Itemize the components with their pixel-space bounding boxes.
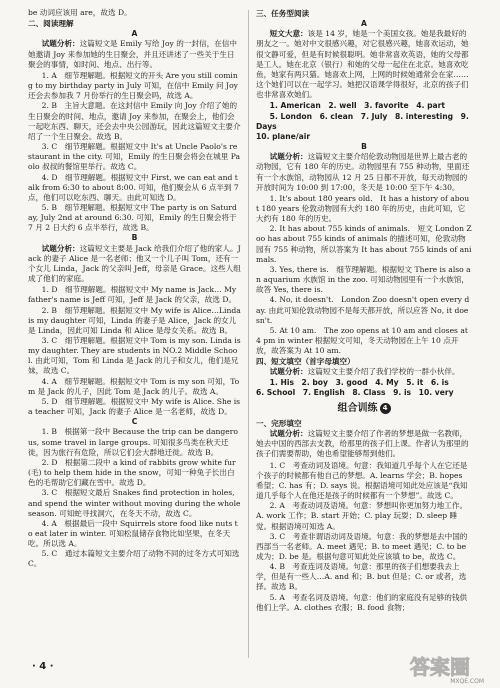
analysis-rc: 试题分析：这篇短文主要介绍了我们学校的一群小伙伴。 [269, 367, 460, 377]
answer-rb-4: 4. No, it doesn't. London Zoo doesn't open every day. 由此可知伦敦动物园不是每天都开放，所以应答 No, it doesn't. [256, 295, 470, 325]
answer-a-5: 5. B 细节理解题。根据短文中 The party is on Saturday, July 2nd at around 6:30. 可知，Emily 的生日聚会将于 7 月 2 日大约 6 点半举行，故选 B。 [28, 202, 237, 233]
answer-b-2: 2. B 细节理解题。根据短文中 My wife is Alice…Linda is my daughter 可知，Linda 的妻子是 Alice，Jack 的女儿是 Linda，因此可知 Linda 和 Alice 是母女关系。故选 B。 [28, 305, 241, 335]
carryover-line: be 动词应该用 are，故选 D。 [28, 8, 132, 17]
answer-rb-3: 3. Yes, there is. 细节理解题。根据短文 There is also an aquarium 水族馆 in the zoo. 可知动物园里有一个水族馆，故答 Yes, there is. [256, 264, 471, 295]
answer-c-1: 1. B 根据第一段中 Because the trip can be dangerous, some travel in large groups. 可知很多鸟类在秋天迁徙，因为旅行有危险，所以它们会大群地迁徙。故选 B。 [28, 427, 238, 457]
answer-rd-2: 2. A 考查动词及语境。句意：梦想叫你更加努力地工作。A. work 工作；B. start 开始；C. play 玩耍；D. sleep 睡觉。根据语境可知选 A。 [256, 501, 468, 531]
passage-heading-a: A [131, 29, 138, 39]
answer-rd-3: 3. C 考查非谓语动词及语境。句意：我的梦想是去中国的西部当一名老师。A. meet 遇见；B. to meet 遇见；C. to be 成为；D. be 是。根据句意可知此处应该填 to be，故选 C。 [256, 531, 468, 561]
answer-b-5: 5. D 细节理解题。根据短文中 My wife is Alice. She is a teacher 可知，Jack 的妻子 Alice 是一名老师，故选 D。 [28, 396, 241, 417]
answer-c-2: 2. D 根据第二段中 a kind of rabbits grow white fur (毛) to help them hide in the snow，可知一种兔子长出白色的毛帮助它们藏在雪中。故选 D。 [28, 457, 236, 488]
answer-rb-5: 5. At 10 am. The zoo opens at 10 am and closes at 4 pm in winter 根据短文可知，冬天动物园在上午 10 点开放，故答案为 At 10 am. [256, 325, 468, 356]
right-column [256, 8, 472, 668]
answer-a-4: 4. D 细节理解题。根据短文中 First, we can eat and talk from 6:30 to about 8:00. 可知，他们聚会从 6 点半到 7 点，他们可以吃东西、聊天。由此可知选 D。 [28, 172, 239, 202]
passage-heading-ra: A [361, 19, 367, 29]
training-banner [256, 401, 472, 416]
left-column [28, 8, 241, 668]
section-heading-reading: 二、阅读理解 [28, 19, 74, 29]
answer-rb-1: 1. It's about 180 years old. It has a history of about 180 years 伦敦动物园有大约 180 年的历史，由此可知，它大约有 180 年的历史。 [256, 193, 470, 224]
summary-ra: 短文大意：该是 14 岁，她是一个美国女孩。她是我最好的朋友之一。她对中文很感兴趣，对它很感兴趣，她喜欢运动，她很文静可爱，但是有时候很聪明。她非常喜欢英语，她的父母都是工人。她在北京（银行）和她的父母一起住在北京。她喜欢吃鱼，她家有两只猫。她喜欢上网，上网的时候她通常会在家……这个她们可以在一起学习。她把汉语课学得很好，北京的孩子们也非常喜欢她们。 [256, 29, 469, 100]
answers-ra-line-2: 5. London 6. clean 7. July 8. interesting 9. Days [256, 111, 469, 131]
answer-a-2: 2. B 主旨大意题。在这封信中 Emily 向 Joy 介绍了她的生日聚会的时间、地点，邀请 Joy 来参加，在聚会上，他们会一起吃东西、聊天，还会去中央公园游玩，因此这篇短文主要介绍了一个生日聚会。故选 B。 [28, 101, 241, 141]
section-heading-task-reading: 三、任务型阅读 [256, 9, 310, 18]
answer-c-3: 3. C 根据短文最后 Snakes find protection in holes, and spend the winter without moving during the whole season. 可知蛇寻找洞穴，在冬天不动，故选 C。 [28, 488, 241, 518]
answers-rc-line-1: 1. His 2. boy 3. good 4. My 5. it 6. is [269, 377, 449, 387]
answer-b-3: 3. C 细节理解题。根据短文中 Tom is my son. Linda is my daughter. They are students in NO.2 Middle School. 由此可知，Tom 和 Linda 是 Jack 的儿子和女儿，他们是兄妹，故选 C。 [28, 336, 241, 376]
answer-b-4: 4. A 细节理解题。根据短文中 Tom is my son 可知，Tom 是 Jack 的儿子，因此 Tom 是 Jack 的儿子。故选 A。 [28, 376, 240, 396]
answer-rb-2: 2. It has about 755 kinds of animals. 短文 London Zoo has about 755 kinds of animals 的描述可知，伦敦动物园有 755 种动物，所以答案为 It has about 755 kinds of animals. [256, 224, 472, 264]
watermark-url: MXQE.COM [450, 678, 484, 685]
answer-rd-5: 5. A 考查名词及语境。句意：他们的家庭没有足够的钱供他们上学。A. clothes 衣服；B. food 食物； [256, 592, 468, 612]
section-heading-cloze: 一、完形填空 [256, 418, 302, 428]
answer-c-4: 4. A 根据最后一段中 Squirrels store food like nuts to eat later in winter. 可知松鼠储存食物比如坚果，在冬天吃。所以选 A。 [28, 518, 238, 549]
answer-a-1: 1. A 细节理解题。根据短文的开头 Are you still coming to my birthday party in July 可知，在信中 Emily 问 Joy 还会去参加我 7 月份举行的生日聚会吗，故选 A。 [28, 70, 238, 101]
answer-rd-4: 4. B 考查连词及语境。句意：那里的孩子们想要我去上学，但是有一些人…A. and 和；B. but 但是；C. or 或者，选择。故选 B。 [256, 562, 467, 592]
watermark-logo-text: 答案圈 [410, 655, 470, 679]
analysis-b: 试题分析：这篇短文主要是 Jack 给我们介绍了他的家人。Jack 的妻子 Alice 是一名老师；他又一个儿子叫 Tom，还有一个女儿 Linda，Jack 的父亲叫 Jeff，母亲是 Grace。这些人组成了他们的家庭。 [28, 243, 241, 284]
section-heading-cloze-fill: 四、短文填空（首字母填空） [256, 357, 355, 367]
answer-a-3: 3. C 细节理解题。根据短文中 It's at Uncle Paolo's restaurant in the city. 可知，Emily 的生日聚会将会在城里 Paolo 叔叔的餐馆里举行。故选 C。 [28, 142, 241, 172]
analysis-rb: 试题分析：这篇短文主要介绍伦敦动物园是世界上最古老的动物园，它有 180 年的历史。动物园里有 755 种动物，里面还有一个水族馆，动物园从 12 月 25 日都不开放，每天动物园的开放时间为 10:00 到 17:00，冬天是 10:00 至下午 4:30。 [256, 152, 470, 192]
answer-b-1: 1. D 细节理解题。根据短文中 My name is Jack… My father's name is Jeff 可知，Jeff 是 Jack 的父亲，故选 D。 [28, 285, 237, 305]
banner-number-badge: 4 [380, 403, 391, 414]
passage-heading-rb: B [361, 142, 367, 152]
analysis-a: 试题分析：这篇短文是 Emily 写给 Joy 的一封信，在信中她邀请 Joy 来参加她的生日聚会，并且还讲述了一些关于生日聚会的事情，如时间、地点、出行等。 [28, 39, 237, 69]
passage-heading-c: C [131, 417, 138, 427]
answers-ra-line-3: 10. plane/air [256, 131, 311, 141]
passage-heading-b: B [131, 233, 138, 243]
answers-ra-line-1: 1. American 2. well 3. favorite 4. part [269, 101, 446, 111]
page-number: · 4 · [32, 661, 54, 672]
answers-rc-line-2: 6. School 7. English 8. Class 9. is 10. very [256, 387, 454, 397]
answer-c-5: 5. C 通过本篇短文主要介绍了动物不同的过冬方式可知选 C。 [28, 549, 240, 569]
answer-rd-1: 1. C 考查动词及语境。句意：我知道几乎每个人在它还是个孩子的时候都有他自己的梦想。A. learns 学会；B. hopes 希望；C. has 有；D. says 说。根据语境可知此处应该是“我知道几乎每个人在他还是孩子的时候都有一个梦想”。故选 C。 [256, 460, 468, 501]
analysis-rd: 试题分析：这篇短文主要介绍了作者的梦想是做一名教师，她去中国的西部去支教，给那里的孩子们上课。作者认为那里的孩子们需要帮助，她也希望能够帮到他们。 [256, 429, 469, 459]
column-divider [248, 10, 249, 658]
banner-title: 组合训练 [337, 402, 378, 414]
